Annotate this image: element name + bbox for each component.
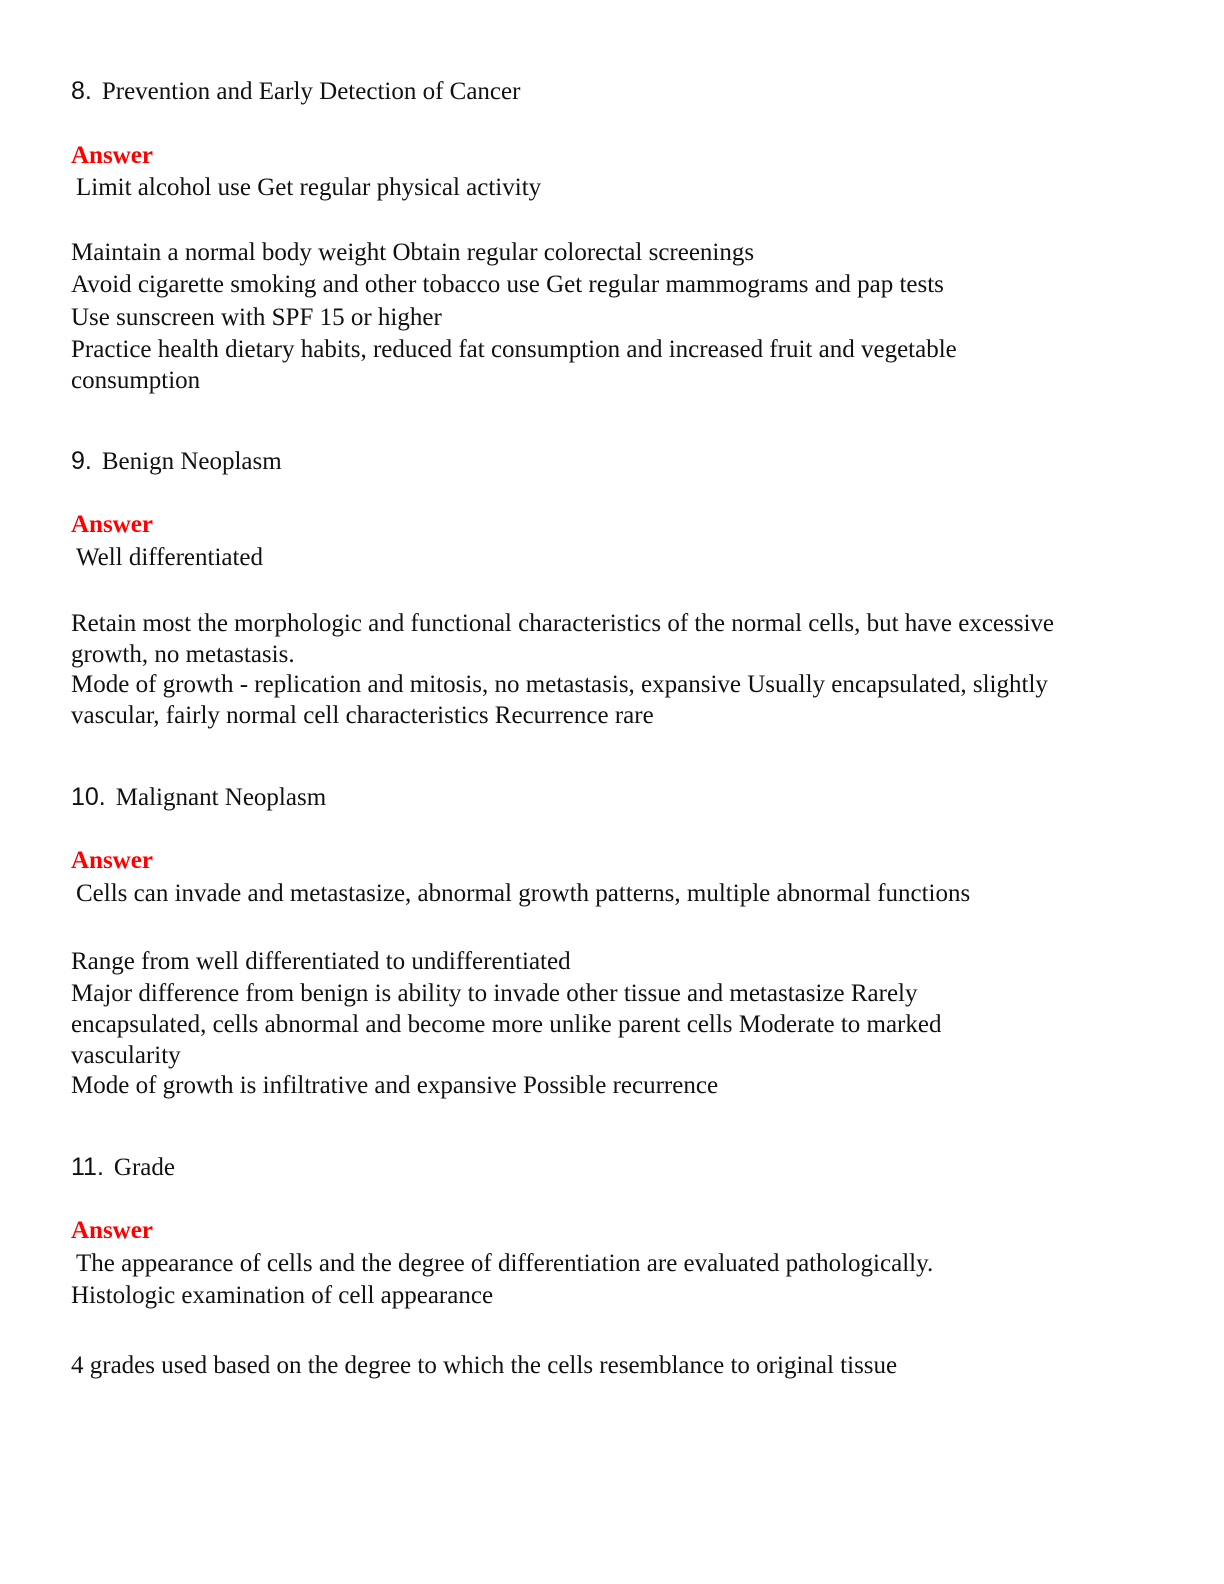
question-title: Prevention and Early Detection of Cancer (101, 78, 521, 105)
answer-text: Cells can invade and metastasize, abnormal growth patterns, multiple abnormal functions (76, 880, 971, 907)
note-line: Major difference from benign is ability to invade other tissue and metastasize Rarely encapsulated, cells abnormal and become more unlike parent cells Moderate to marked vascularity (71, 980, 942, 1069)
answer-label: Answer (71, 1217, 153, 1244)
question-heading (71, 76, 520, 107)
question-heading (71, 1152, 175, 1183)
answer-label: Answer (71, 847, 153, 874)
note-line: Mode of growth - replication and mitosis, no metastasis, expansive Usually encapsulated, slightly vascular, fairly normal cell characteristics Recurrence rare (71, 671, 1048, 729)
answer-text: The appearance of cells and the degree of differentiation are evaluated pathologically. (76, 1250, 934, 1277)
note-line: Mode of growth is infiltrative and expansive Possible recurrence (71, 1072, 719, 1099)
note-line: Avoid cigarette smoking and other tobacco use Get regular mammograms and pap tests (71, 271, 944, 298)
answer-label: Answer (71, 511, 153, 538)
answer-text: Well differentiated (76, 544, 264, 571)
question-heading (71, 782, 326, 813)
note-line: Maintain a normal body weight Obtain regular colorectal screenings (71, 239, 755, 266)
question-title: Grade (113, 1154, 175, 1181)
question-number: 9. (71, 447, 92, 475)
note-line: Retain most the morphologic and functional characteristics of the normal cells, but have excessive growth, no metastasis. (71, 610, 1055, 668)
note-line: Range from well differentiated to undifferentiated (71, 948, 571, 975)
note-line: Practice health dietary habits, reduced fat consumption and increased fruit and vegetable consumption (71, 336, 957, 394)
question-number: 8. (71, 77, 92, 105)
answer-text-continued: Histologic examination of cell appearance (71, 1282, 494, 1309)
question-title: Malignant Neoplasm (115, 784, 327, 811)
answer-label: Answer (71, 142, 153, 169)
note-line: 4 grades used based on the degree to which the cells resemblance to original tissue (71, 1352, 898, 1379)
question-title: Benign Neoplasm (101, 448, 282, 475)
question-number: 11. (71, 1153, 104, 1181)
question-heading (71, 446, 282, 477)
answer-text: Limit alcohol use Get regular physical activity (76, 174, 542, 201)
question-number: 10. (71, 783, 106, 811)
note-line: Use sunscreen with SPF 15 or higher (71, 304, 442, 331)
